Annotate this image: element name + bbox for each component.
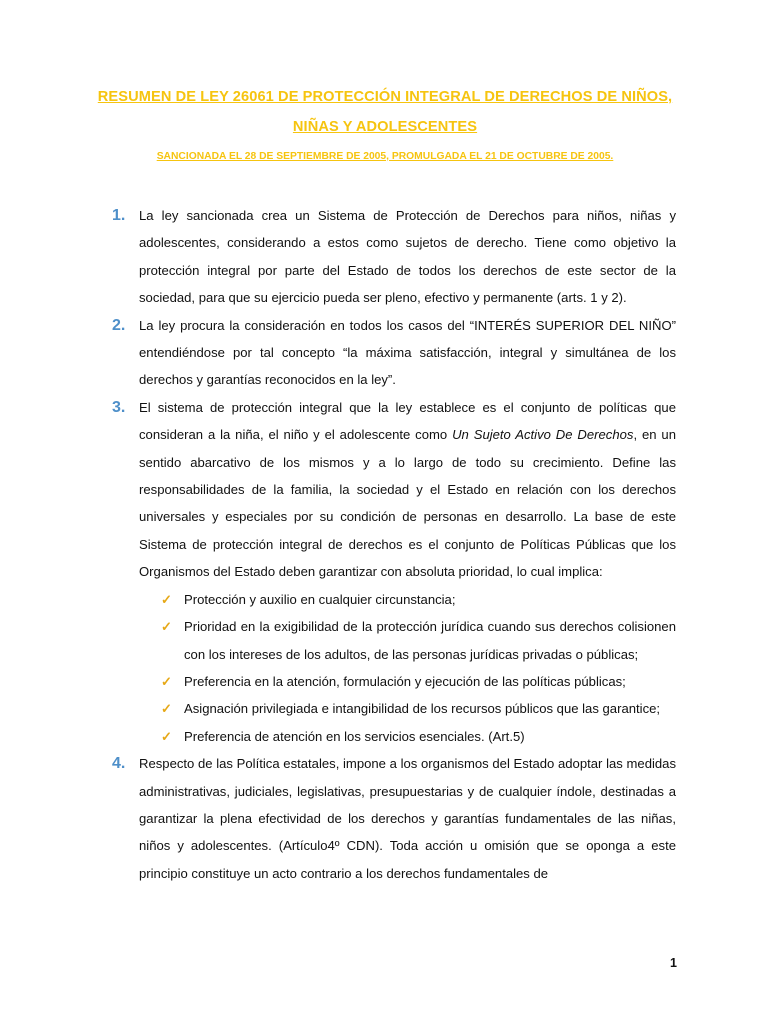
check-mark-icon: ✓ [161,591,172,607]
bullet-text: Asignación privilegiada e intangibilidad de los recursos públicos que las garantice; [184,701,661,717]
bullet-item [139,613,676,668]
item-text-start: El sistema de protección integral que la ley establece es el conjunto de políticas que consideran a la niña, el niño y el adolescente como [139,399,676,443]
item-text-italic: Un Sujeto Activo De Derechos [452,427,634,443]
list-item-1 [0,202,676,312]
list-item-2 [0,312,676,394]
bullet-item [139,723,676,750]
bullet-item [139,668,676,695]
item-number: 3. [112,398,126,416]
document-title-line-2: NIÑAS Y ADOLESCENTES [292,119,478,135]
bullet-text: Protección y auxilio en cualquier circunstancia; [184,591,456,607]
check-mark-icon: ✓ [161,673,172,689]
document-subtitle: SANCIONADA EL 28 DE SEPTIEMBRE DE 2005, PROMULGADA EL 21 DE OCTUBRE DE 2005. [156,151,614,162]
item-number: 2. [112,316,126,334]
bullet-text: Prioridad en la exigibilidad de la protección jurídica cuando sus derechos colisionen con los intereses de los adultos, de las personas jurídicas privadas o públicas; [184,619,676,662]
list-item-4 [0,750,676,887]
numbered-list [0,202,768,887]
bullet-text: Preferencia en la atención, formulación y ejecución de las políticas públicas; [184,673,626,689]
item-text-end: , en un sentido abarcativo de los mismos y a lo largo de todo su crecimiento. Define las responsabilidades de la familia, la sociedad y el Estado en relación con los derechos universales y especiales por su condición de personas en desarrollo. La base de este Sistema de protección integral de derechos es el conjunto de Políticas Públicas que los Organismos del Estado deben garantizar con absoluta prioridad, lo cual implica: [139,427,676,580]
check-mark-icon: ✓ [161,619,172,635]
check-mark-icon: ✓ [161,701,172,717]
item-paragraph: Respecto de las Política estatales, impone a los organismos del Estado adoptar las medidas administrativas, judiciales, legislativas, presupuestarias y de cualquier índole, destinadas a garantizar la plena efectividad de los derechos y garantías fundamentales de las niñas, niños y adolescentes. (Artículo4º CDN). Toda acción u omisión que se oponga a este principio constituye un acto contrario a los derechos fundamentales de [139,756,676,881]
document-title-line-1: RESUMEN DE LEY 26061 DE PROTECCIÓN INTEGRAL DE DERECHOS DE NIÑOS, [97,89,673,105]
item-paragraph: La ley procura la consideración en todos los casos del “INTERÉS SUPERIOR DEL NIÑO” entendiéndose por tal concepto “la máxima satisfacción, integral y simultánea de los derechos y garantías reconocidos en la ley”. [139,317,676,388]
item-number: 1. [112,207,126,224]
page-number: 1 [670,956,677,970]
check-mark-icon: ✓ [161,728,172,744]
bullet-item [139,586,676,613]
bullet-text: Preferencia de atención en los servicios esenciales. (Art.5) [184,728,525,744]
item-paragraph: La ley sancionada crea un Sistema de Protección de Derechos para niños, niñas y adolescentes, considerando a estos como sujetos de derecho. Tiene como objetivo la protección integral por parte del Estado de todos los derechos de este sector de la sociedad, para que su ejercicio pueda ser pleno, efectivo y permanente (arts. 1 y 2). [139,208,676,306]
list-item-3 [0,394,676,750]
item-number: 4. [112,755,126,773]
item-paragraph [139,394,676,586]
bullet-item [139,695,676,722]
